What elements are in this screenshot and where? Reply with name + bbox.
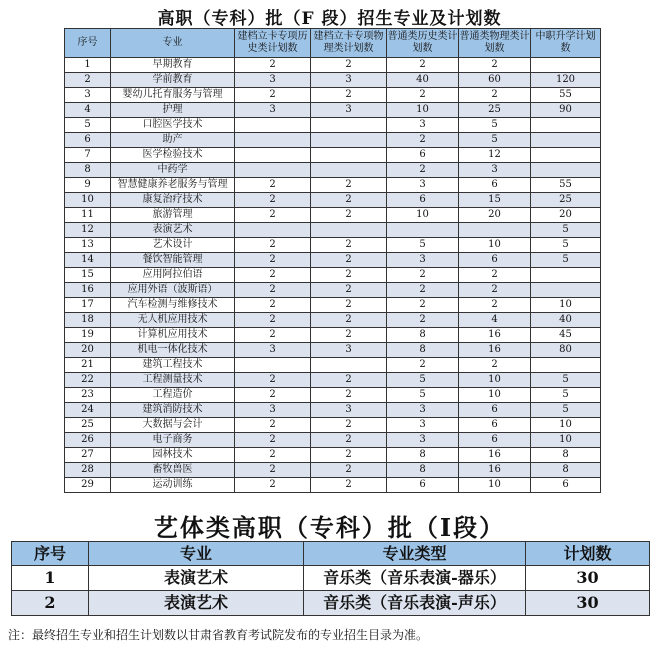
table-cell: 12 [65, 223, 111, 238]
table-cell [531, 163, 601, 178]
table-cell: 6 [459, 433, 531, 448]
table-cell: 24 [65, 403, 111, 418]
table-cell: 10 [459, 238, 531, 253]
table-cell: 2 [235, 448, 311, 463]
table-cell: 6 [65, 133, 111, 148]
table-cell: 2 [459, 88, 531, 103]
table-cell: 26 [65, 433, 111, 448]
table-cell: 2 [311, 193, 387, 208]
table-cell: 2 [235, 178, 311, 193]
table-cell: 23 [65, 388, 111, 403]
table-cell: 8 [531, 463, 601, 478]
table-cell: 3 [387, 178, 459, 193]
table-cell: 5 [531, 388, 601, 403]
table-cell: 建筑工程技术 [111, 358, 235, 373]
table-cell [235, 163, 311, 178]
table-cell: 2 [387, 298, 459, 313]
table-cell: 畜牧兽医 [111, 463, 235, 478]
table-cell [531, 133, 601, 148]
table-cell: 3 [387, 118, 459, 133]
table-cell: 应用阿拉伯语 [111, 268, 235, 283]
table-cell [311, 133, 387, 148]
table-cell: 10 [387, 103, 459, 118]
table-cell: 2 [387, 358, 459, 373]
table-row [65, 433, 601, 448]
table-row [65, 103, 601, 118]
table-cell: 3 [235, 73, 311, 88]
table-cell: 5 [387, 238, 459, 253]
table-cell: 11 [65, 208, 111, 223]
table-cell: 2 [459, 358, 531, 373]
table-cell: 2 [235, 463, 311, 478]
table-cell: 8 [387, 448, 459, 463]
table-cell: 2 [387, 268, 459, 283]
table-cell: 2 [235, 328, 311, 343]
table-cell: 3 [311, 103, 387, 118]
table-row [65, 403, 601, 418]
table-row [65, 478, 601, 493]
table-cell: 音乐类（音乐表演-器乐） [304, 566, 526, 591]
table-cell: 20 [65, 343, 111, 358]
table-cell: 5 [531, 403, 601, 418]
table-cell: 10 [65, 193, 111, 208]
table-cell: 2 [235, 388, 311, 403]
table-cell: 2 [311, 388, 387, 403]
table-cell: 1 [12, 566, 89, 591]
table-row [12, 591, 650, 616]
table-cell: 2 [235, 298, 311, 313]
table-cell: 17 [65, 298, 111, 313]
table-cell: 20 [459, 208, 531, 223]
table-cell: 2 [235, 268, 311, 283]
table-cell: 21 [65, 358, 111, 373]
table-cell: 旅游管理 [111, 208, 235, 223]
table-cell: 3 [387, 403, 459, 418]
table-cell: 6 [459, 253, 531, 268]
table-cell: 30 [526, 566, 650, 591]
table-cell: 2 [311, 478, 387, 493]
table-cell [311, 118, 387, 133]
table-cell: 工程造价 [111, 388, 235, 403]
table-cell [235, 148, 311, 163]
table-row [65, 373, 601, 388]
table-cell: 25 [531, 193, 601, 208]
table-cell [459, 223, 531, 238]
table-row [65, 178, 601, 193]
table-row [12, 566, 650, 591]
title-f-section: 高职（专科）批（F 段）招生专业及计划数 [157, 9, 502, 29]
table-cell: 康复治疗技术 [111, 193, 235, 208]
table-cell: 2 [311, 208, 387, 223]
table-cell: 表演艺术 [89, 566, 304, 591]
table-row [65, 133, 601, 148]
table-cell: 2 [311, 283, 387, 298]
table-cell: 3 [311, 343, 387, 358]
table-cell: 2 [311, 178, 387, 193]
table-cell: 6 [459, 178, 531, 193]
table-cell: 2 [235, 283, 311, 298]
table-cell: 10 [531, 433, 601, 448]
table-cell [531, 283, 601, 298]
table-cell: 14 [65, 253, 111, 268]
table-cell: 婴幼儿托育服务与管理 [111, 88, 235, 103]
table-cell: 电子商务 [111, 433, 235, 448]
table-row [65, 163, 601, 178]
table-cell: 中药学 [111, 163, 235, 178]
table-cell: 4 [65, 103, 111, 118]
table-row [65, 88, 601, 103]
table-cell: 2 [311, 298, 387, 313]
table-row [65, 238, 601, 253]
table-cell: 3 [311, 403, 387, 418]
table-cell: 5 [387, 373, 459, 388]
table-cell: 3 [311, 73, 387, 88]
table-cell: 2 [311, 58, 387, 73]
table-cell: 7 [65, 148, 111, 163]
table-cell: 2 [311, 373, 387, 388]
table-cell [531, 58, 601, 73]
table-cell: 3 [387, 253, 459, 268]
table-cell: 16 [65, 283, 111, 298]
table-cell: 2 [311, 313, 387, 328]
table-row [65, 193, 601, 208]
table-cell: 8 [387, 328, 459, 343]
table-cell: 护理 [111, 103, 235, 118]
table-cell: 5 [459, 133, 531, 148]
table-cell: 音乐类（音乐表演-声乐） [304, 591, 526, 616]
table-row [65, 418, 601, 433]
table-cell: 22 [65, 373, 111, 388]
table-cell: 2 [459, 58, 531, 73]
column-header: 普通类历史类计划数 [387, 29, 459, 58]
table-cell: 2 [65, 73, 111, 88]
table-cell: 45 [531, 328, 601, 343]
table-cell: 80 [531, 343, 601, 358]
table-cell: 19 [65, 328, 111, 343]
table-cell [235, 133, 311, 148]
table-cell: 120 [531, 73, 601, 88]
table-row [65, 58, 601, 73]
table-cell: 5 [65, 118, 111, 133]
table-cell: 40 [387, 73, 459, 88]
column-header: 建档立卡专项历史类计划数 [235, 29, 311, 58]
table-cell: 学前教育 [111, 73, 235, 88]
table-cell [235, 118, 311, 133]
table-row [65, 358, 601, 373]
table-cell [311, 148, 387, 163]
table-cell [531, 148, 601, 163]
table-cell: 3 [387, 418, 459, 433]
table-cell: 3 [65, 88, 111, 103]
table-cell: 25 [65, 418, 111, 433]
table-cell: 8 [65, 163, 111, 178]
table-cell: 2 [311, 328, 387, 343]
table-cell: 2 [387, 283, 459, 298]
table-row [65, 463, 601, 478]
table-cell: 15 [65, 268, 111, 283]
table-cell: 3 [459, 163, 531, 178]
table-row [65, 328, 601, 343]
table-cell: 2 [235, 313, 311, 328]
table-cell [311, 358, 387, 373]
table-cell: 2 [311, 268, 387, 283]
table-cell: 18 [65, 313, 111, 328]
table-cell: 10 [531, 418, 601, 433]
table-cell: 2 [235, 208, 311, 223]
table-cell: 医学检验技术 [111, 148, 235, 163]
column-header: 序号 [12, 542, 89, 566]
table-row [65, 223, 601, 238]
table-cell: 6 [387, 193, 459, 208]
table-cell: 应用外语（波斯语） [111, 283, 235, 298]
table-cell: 2 [387, 133, 459, 148]
table-cell: 2 [235, 373, 311, 388]
table-cell: 6 [387, 148, 459, 163]
table-cell: 2 [235, 193, 311, 208]
table-cell: 6 [459, 418, 531, 433]
table-row [65, 448, 601, 463]
table-cell: 3 [235, 343, 311, 358]
f-section-plan-table [64, 28, 601, 493]
column-header: 普通类物理类计划数 [459, 29, 531, 58]
table-cell: 2 [387, 313, 459, 328]
table-cell: 8 [531, 448, 601, 463]
table-cell: 29 [65, 478, 111, 493]
table-cell: 20 [531, 208, 601, 223]
table-cell: 16 [459, 463, 531, 478]
table-cell: 2 [235, 418, 311, 433]
table-cell [311, 163, 387, 178]
table-row [65, 208, 601, 223]
table-row [65, 343, 601, 358]
table-cell: 3 [387, 433, 459, 448]
table-cell: 3 [235, 103, 311, 118]
table-cell: 大数据与会计 [111, 418, 235, 433]
column-header: 专业类型 [304, 542, 526, 566]
table-cell: 5 [531, 373, 601, 388]
table-cell: 2 [12, 591, 89, 616]
table-cell: 2 [311, 433, 387, 448]
table-row [65, 268, 601, 283]
table-cell [531, 358, 601, 373]
table-cell: 16 [459, 328, 531, 343]
table-cell: 智慧健康养老服务与管理 [111, 178, 235, 193]
table-header-row [12, 542, 650, 566]
table-cell: 工程测量技术 [111, 373, 235, 388]
table-cell: 2 [311, 448, 387, 463]
table-cell: 6 [459, 403, 531, 418]
table-cell: 16 [459, 343, 531, 358]
table-cell [531, 118, 601, 133]
table-cell: 2 [311, 418, 387, 433]
table-cell: 2 [235, 253, 311, 268]
table-row [65, 298, 601, 313]
art-sports-plan-table [11, 541, 650, 616]
table-cell: 15 [459, 193, 531, 208]
table-cell: 9 [65, 178, 111, 193]
table-cell: 口腔医学技术 [111, 118, 235, 133]
table-cell: 5 [531, 223, 601, 238]
table-cell: 2 [459, 268, 531, 283]
table-cell: 早期教育 [111, 58, 235, 73]
table-cell [387, 223, 459, 238]
table-cell: 无人机应用技术 [111, 313, 235, 328]
table-cell: 5 [531, 238, 601, 253]
table-cell [311, 223, 387, 238]
table-cell: 表演艺术 [111, 223, 235, 238]
table-cell: 4 [459, 313, 531, 328]
table-cell: 8 [387, 463, 459, 478]
table-cell: 13 [65, 238, 111, 253]
table-row [65, 118, 601, 133]
table-row [65, 283, 601, 298]
table-cell: 1 [65, 58, 111, 73]
table-cell: 10 [459, 478, 531, 493]
table-cell: 表演艺术 [89, 591, 304, 616]
table-cell: 55 [531, 88, 601, 103]
table-cell: 2 [235, 88, 311, 103]
table-cell: 餐饮智能管理 [111, 253, 235, 268]
table-cell: 运动训练 [111, 478, 235, 493]
table-cell: 园林技术 [111, 448, 235, 463]
table-cell: 10 [459, 388, 531, 403]
table-cell: 27 [65, 448, 111, 463]
table-cell: 助产 [111, 133, 235, 148]
table-cell: 10 [387, 208, 459, 223]
table-cell [531, 268, 601, 283]
table-cell: 艺术设计 [111, 238, 235, 253]
table-cell: 10 [531, 298, 601, 313]
table-cell: 5 [459, 118, 531, 133]
table-row [65, 313, 601, 328]
table-cell: 2 [387, 58, 459, 73]
table-cell: 机电一体化技术 [111, 343, 235, 358]
table-cell: 25 [459, 103, 531, 118]
table-row [65, 73, 601, 88]
table-row [65, 388, 601, 403]
table-cell: 2 [311, 238, 387, 253]
table-cell: 2 [387, 163, 459, 178]
column-header: 建档立卡专项物理类计划数 [311, 29, 387, 58]
table-cell: 2 [311, 88, 387, 103]
table-cell: 2 [235, 58, 311, 73]
table-cell: 2 [459, 298, 531, 313]
table-cell: 6 [531, 478, 601, 493]
table-cell: 10 [459, 373, 531, 388]
table-cell: 40 [531, 313, 601, 328]
column-header: 中职升学计划数 [531, 29, 601, 58]
table-cell: 2 [235, 478, 311, 493]
table-cell: 2 [235, 433, 311, 448]
column-header: 序号 [65, 29, 111, 58]
table-cell: 60 [459, 73, 531, 88]
column-header: 计划数 [526, 542, 650, 566]
table-cell: 2 [235, 238, 311, 253]
table-cell: 12 [459, 148, 531, 163]
table-cell: 汽车检测与维修技术 [111, 298, 235, 313]
table-cell [235, 223, 311, 238]
table-cell: 5 [531, 253, 601, 268]
table-cell: 28 [65, 463, 111, 478]
table-header-row [65, 29, 601, 58]
table-cell: 16 [459, 448, 531, 463]
table-cell: 5 [387, 388, 459, 403]
table-cell: 2 [387, 88, 459, 103]
table-cell: 30 [526, 591, 650, 616]
column-header: 专业 [89, 542, 304, 566]
table-cell: 55 [531, 178, 601, 193]
table-cell: 2 [311, 253, 387, 268]
table-cell: 计算机应用技术 [111, 328, 235, 343]
table-cell: 8 [387, 343, 459, 358]
table-cell: 建筑消防技术 [111, 403, 235, 418]
table-cell: 3 [235, 403, 311, 418]
table-row [65, 148, 601, 163]
table-cell: 90 [531, 103, 601, 118]
table-row [65, 253, 601, 268]
column-header: 专业 [111, 29, 235, 58]
table-cell: 2 [311, 463, 387, 478]
footnote: 注：最终招生专业和招生计划数以甘肃省教育考试院发布的专业招生目录为准。 [8, 628, 429, 642]
title-art-sports-section: 艺体类高职（专科）批（I段） [153, 513, 506, 542]
table-cell: 2 [459, 283, 531, 298]
table-cell: 6 [387, 478, 459, 493]
table-cell [235, 358, 311, 373]
